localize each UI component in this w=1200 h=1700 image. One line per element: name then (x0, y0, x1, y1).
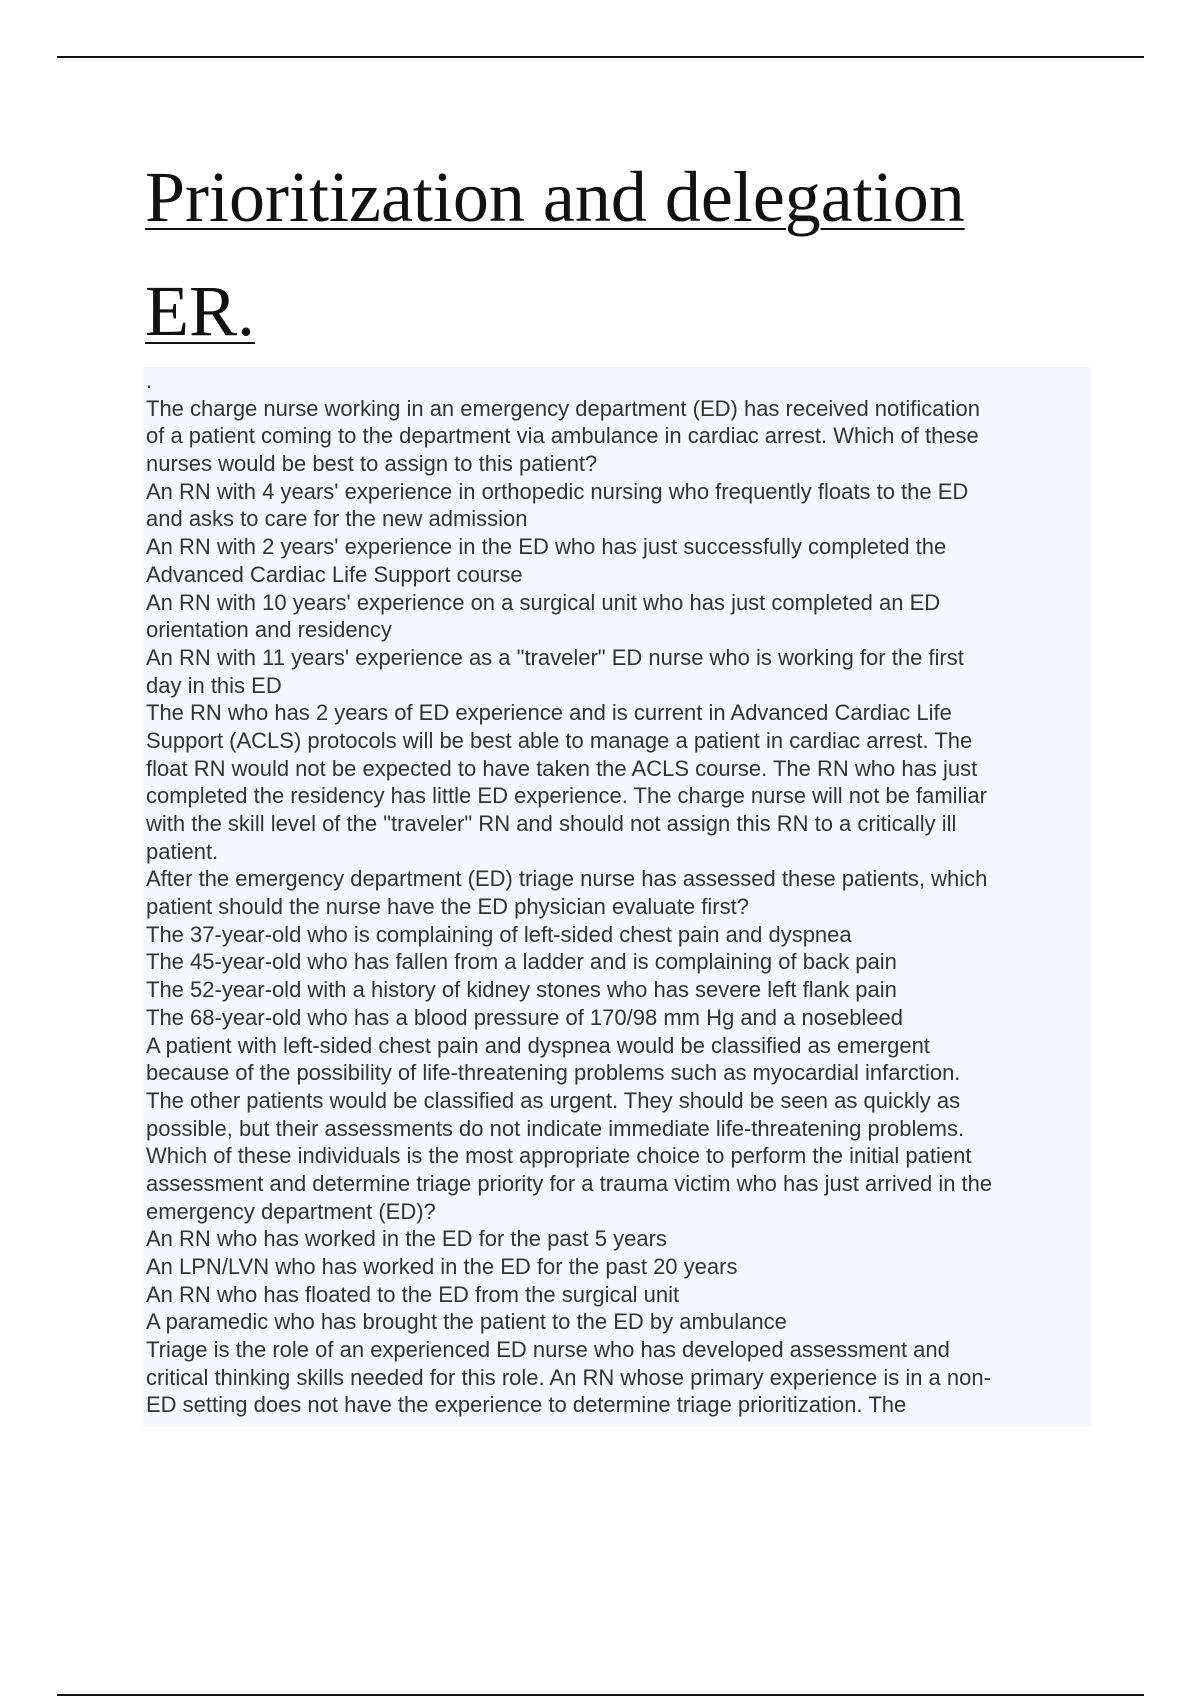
text-line: ED setting does not have the experience to determine triage prioritization. The (146, 1392, 907, 1418)
text-line: . (146, 368, 153, 393)
text-line: After the emergency department (ED) triage nurse has assessed these patients, which (146, 866, 988, 892)
document-body (143, 367, 1091, 1427)
text-line: The other patients would be classified as urgent. They should be seen as quickly as (146, 1087, 961, 1113)
text-line: orientation and residency (146, 617, 392, 643)
text-line: critical thinking skills needed for this role. An RN whose primary experience is in a non- (146, 1364, 991, 1390)
document-title (145, 140, 1105, 368)
text-line: of a patient coming to the department via ambulance in cardiac arrest. Which of these (146, 423, 979, 449)
text-line: possible, but their assessments do not indicate immediate life-threatening problems. (146, 1115, 965, 1141)
text-line: Which of these individuals is the most appropriate choice to perform the initial patient (146, 1143, 972, 1169)
text-line: and asks to care for the new admission (146, 506, 528, 532)
title-line: Prioritization and delegation (145, 157, 965, 237)
top-divider (57, 56, 1144, 58)
text-line: patient. (146, 838, 219, 864)
text-line: Support (ACLS) protocols will be best able to manage a patient in cardiac arrest. The (146, 727, 973, 753)
text-line: An LPN/LVN who has worked in the ED for the past 20 years (146, 1254, 738, 1279)
text-line: assessment and determine triage priority for a trauma victim who has just arrived in the (146, 1170, 993, 1196)
text-line: nurses would be best to assign to this patient? (146, 451, 598, 477)
text-line: because of the possibility of life-threatening problems such as myocardial infarction. (146, 1060, 961, 1086)
text-line: The 52-year-old with a history of kidney stones who has severe left flank pain (146, 977, 897, 1003)
text-line: The 45-year-old who has fallen from a ladder and is complaining of back pain (146, 949, 897, 975)
text-line: The 37-year-old who is complaining of left-sided chest pain and dyspnea (146, 921, 852, 947)
text-line: Advanced Cardiac Life Support course (146, 561, 523, 587)
text-line: An RN with 11 years' experience as a "traveler" ED nurse who is working for the first (146, 644, 964, 670)
text-line: day in this ED (146, 672, 282, 698)
text-line: The 68-year-old who has a blood pressure of 170/98 mm Hg and a nosebleed (146, 1004, 904, 1030)
text-line: patient should the nurse have the ED physician evaluate first? (146, 894, 749, 920)
text-line: with the skill level of the "traveler" RN and should not assign this RN to a critically ill (146, 811, 957, 836)
text-line: An RN with 10 years' experience on a surgical unit who has just completed an ED (146, 589, 941, 615)
text-line: The RN who has 2 years of ED experience and is current in Advanced Cardiac Life (146, 700, 952, 726)
text-line: completed the residency has little ED experience. The charge nurse will not be familiar (146, 783, 987, 809)
text-line: Triage is the role of an experienced ED nurse who has developed assessment and (146, 1337, 950, 1363)
text-line: An RN with 2 years' experience in the ED who has just successfully completed the (146, 534, 947, 560)
text-line: An RN who has worked in the ED for the past 5 years (146, 1226, 667, 1252)
title-line: ER. (145, 271, 256, 351)
text-line: float RN would not be expected to have taken the ACLS course. The RN who has just (146, 755, 978, 781)
text-line: A patient with left-sided chest pain and dyspnea would be classified as emergent (146, 1032, 930, 1058)
text-line: emergency department (ED)? (146, 1198, 436, 1224)
text-line: An RN with 4 years' experience in orthopedic nursing who frequently floats to the ED (146, 478, 969, 504)
text-line: The charge nurse working in an emergency department (ED) has received notification (146, 395, 980, 421)
bottom-divider (57, 1694, 1144, 1696)
text-line: A paramedic who has brought the patient to the ED by ambulance (146, 1309, 787, 1335)
text-line: An RN who has floated to the ED from the surgical unit (146, 1281, 680, 1307)
body-text (146, 367, 1091, 1419)
